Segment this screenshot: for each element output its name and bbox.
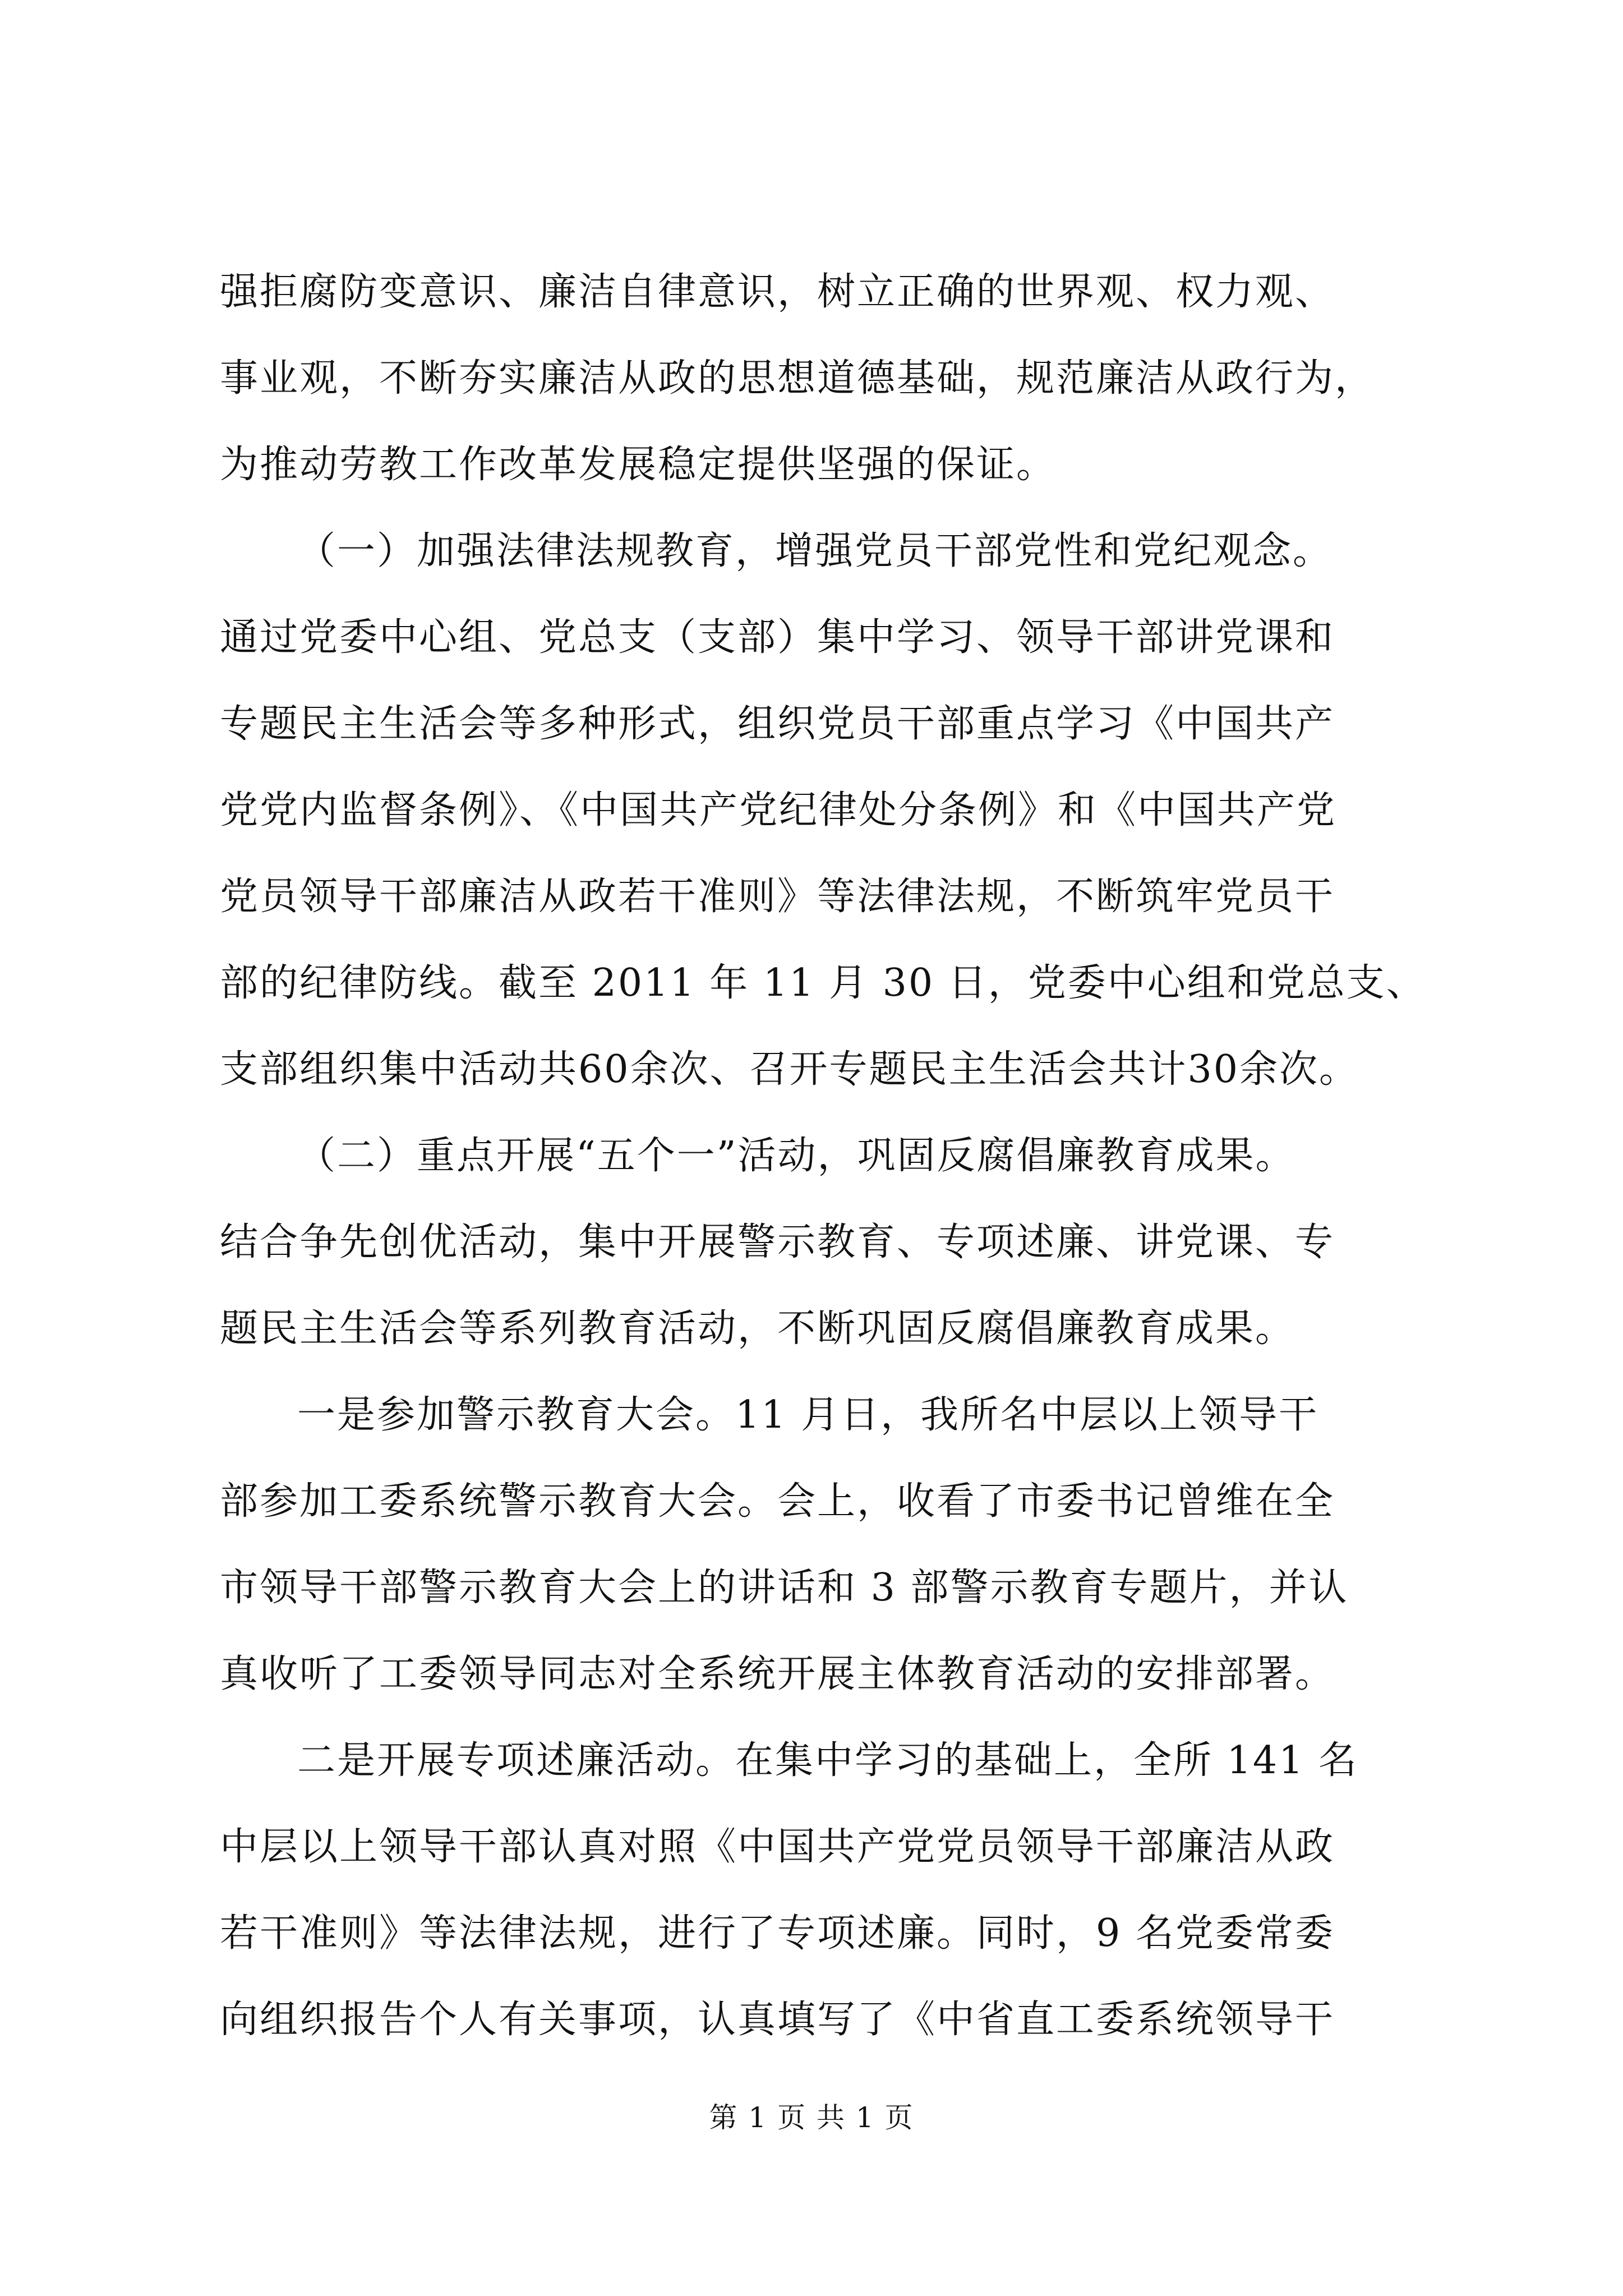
paragraph-line: 向组织报告个人有关事项，认真填写了《中省直工委系统领导干 xyxy=(220,1998,1335,2042)
paragraph-line: 结合争先创优活动，集中开展警示教育、专项述廉、讲党课、专 xyxy=(220,1220,1335,1264)
paragraph-line: 通过党委中心组、党总支（支部）集中学习、领导干部讲党课和 xyxy=(220,615,1335,660)
page-footer: 第 1 页 共 1 页 xyxy=(709,2101,914,2134)
paragraph-line: 专题民主生活会等多种形式，组织党员干部重点学习《中国共产 xyxy=(220,702,1335,746)
paragraph-line: 中层以上领导干部认真对照《中国共产党党员领导干部廉洁从政 xyxy=(220,1825,1335,1869)
paragraph-first-line: 一是参加警示教育大会。11 月日，我所名中层以上领导干 xyxy=(297,1393,1319,1437)
paragraph-line: 部的纪律防线。截至 2011 年 11 月 30 日，党委中心组和党总支、 xyxy=(220,961,1426,1005)
section-heading-line: （一）加强法律法规教育，增强党员干部党性和党纪观念。 xyxy=(297,529,1333,573)
paragraph-line: 若干准则》等法律法规，进行了专项述廉。同时，9 名党委常委 xyxy=(220,1911,1335,1955)
paragraph-line: 党员领导干部廉洁从政若干准则》等法律法规，不断筑牢党员干 xyxy=(220,875,1335,919)
paragraph-line: 部参加工委系统警示教育大会。会上，收看了市委书记曾维在全 xyxy=(220,1479,1335,1524)
paragraph-line: 题民主生活会等系列教育活动，不断巩固反腐倡廉教育成果。 xyxy=(220,1306,1295,1351)
paragraph-line: 为推动劳教工作改革发展稳定提供坚强的保证。 xyxy=(220,443,1057,487)
paragraph-first-line: 二是开展专项述廉活动。在集中学习的基础上，全所 141 名 xyxy=(297,1738,1359,1783)
paragraph-line: 事业观，不断夯实廉洁从政的思想道德基础，规范廉洁从政行为， xyxy=(220,356,1375,401)
paragraph-line: 党党内监督条例》、《中国共产党纪律处分条例》和《中国共产党 xyxy=(220,788,1337,832)
paragraph-line: 强拒腐防变意识、廉洁自律意识，树立正确的世界观、权力观、 xyxy=(220,270,1335,314)
document-body xyxy=(220,249,1426,2063)
section-heading-line: （二）重点开展“五个一”活动，巩固反腐倡廉教育成果。 xyxy=(297,1134,1295,1178)
paragraph-line: 支部组织集中活动共60余次、召开专题民主生活会共计30余次。 xyxy=(220,1047,1359,1092)
paragraph-line: 市领导干部警示教育大会上的讲话和 3 部警示教育专题片，并认 xyxy=(220,1566,1349,1610)
paragraph-line: 真收听了工委领导同志对全系统开展主体教育活动的安排部署。 xyxy=(220,1652,1335,1696)
